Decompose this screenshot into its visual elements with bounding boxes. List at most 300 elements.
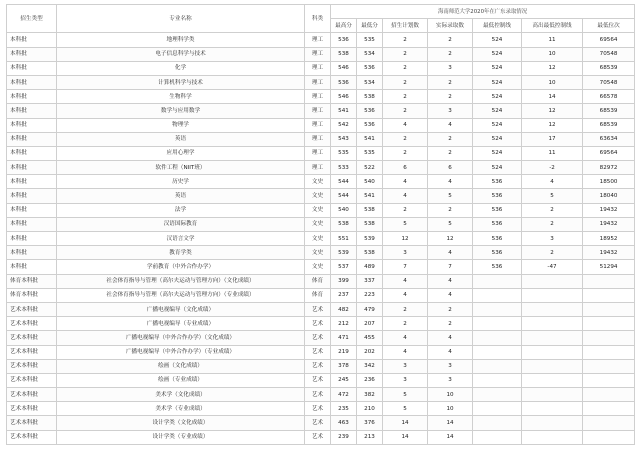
cell-major: 学前教育（中外合作办学） xyxy=(57,260,305,274)
cell-above-line xyxy=(522,388,583,402)
cell-major: 广播电视编导（中外合作办学）（文化成绩） xyxy=(57,331,305,345)
cell-max-score: 463 xyxy=(331,416,357,430)
cell-min-score: 541 xyxy=(357,189,383,203)
cell-min-rank xyxy=(583,345,635,359)
admission-table-container xyxy=(6,4,634,445)
cell-admitted: 2 xyxy=(428,302,473,316)
table-row xyxy=(7,288,635,302)
cell-above-line: 5 xyxy=(522,189,583,203)
cell-above-line: 12 xyxy=(522,118,583,132)
cell-subject: 艺术 xyxy=(305,302,331,316)
table-row xyxy=(7,118,635,132)
cell-control-line xyxy=(473,317,522,331)
cell-min-score: 538 xyxy=(357,90,383,104)
cell-min-score: 538 xyxy=(357,203,383,217)
cell-batch: 本科批 xyxy=(7,232,57,246)
cell-plan: 2 xyxy=(383,132,428,146)
cell-plan: 2 xyxy=(383,75,428,89)
cell-admitted: 3 xyxy=(428,61,473,75)
cell-max-score: 219 xyxy=(331,345,357,359)
cell-batch: 艺术本科批 xyxy=(7,416,57,430)
cell-max-score: 538 xyxy=(331,47,357,61)
cell-batch: 本科批 xyxy=(7,90,57,104)
cell-batch: 艺术本科批 xyxy=(7,388,57,402)
table-row xyxy=(7,430,635,444)
cell-max-score: 546 xyxy=(331,61,357,75)
cell-major: 社会体育指导与管理（高尔夫运动与管理方向）（专业成绩） xyxy=(57,288,305,302)
cell-admitted: 2 xyxy=(428,317,473,331)
table-row xyxy=(7,232,635,246)
cell-above-line xyxy=(522,274,583,288)
cell-major: 教育学类 xyxy=(57,246,305,260)
cell-batch: 体育本科批 xyxy=(7,288,57,302)
header-above-line: 高出最低控制线 xyxy=(522,19,583,33)
cell-control-line xyxy=(473,331,522,345)
cell-admitted: 14 xyxy=(428,430,473,444)
cell-max-score: 543 xyxy=(331,132,357,146)
cell-control-line xyxy=(473,274,522,288)
cell-subject: 理工 xyxy=(305,33,331,47)
cell-min-score: 207 xyxy=(357,317,383,331)
cell-control-line xyxy=(473,430,522,444)
cell-subject: 理工 xyxy=(305,104,331,118)
cell-control-line: 524 xyxy=(473,33,522,47)
cell-min-score: 541 xyxy=(357,132,383,146)
cell-max-score: 471 xyxy=(331,331,357,345)
cell-subject: 文史 xyxy=(305,246,331,260)
cell-min-rank: 19432 xyxy=(583,217,635,231)
cell-plan: 2 xyxy=(383,302,428,316)
header-group-title: 海南师范大学2020年在广东录取情况 xyxy=(331,5,635,19)
cell-min-score: 536 xyxy=(357,118,383,132)
cell-above-line: 10 xyxy=(522,47,583,61)
cell-min-rank: 69564 xyxy=(583,146,635,160)
cell-min-rank: 63634 xyxy=(583,132,635,146)
cell-batch: 本科批 xyxy=(7,246,57,260)
table-row xyxy=(7,402,635,416)
cell-min-rank xyxy=(583,359,635,373)
cell-subject: 艺术 xyxy=(305,373,331,387)
cell-max-score: 378 xyxy=(331,359,357,373)
cell-above-line: 12 xyxy=(522,61,583,75)
cell-above-line: 11 xyxy=(522,33,583,47)
table-row xyxy=(7,260,635,274)
cell-plan: 4 xyxy=(383,288,428,302)
cell-major: 美术学（专业成绩） xyxy=(57,402,305,416)
cell-min-score: 539 xyxy=(357,232,383,246)
cell-batch: 本科批 xyxy=(7,118,57,132)
cell-max-score: 544 xyxy=(331,189,357,203)
cell-min-score: 522 xyxy=(357,161,383,175)
cell-min-rank: 70548 xyxy=(583,47,635,61)
cell-subject: 艺术 xyxy=(305,317,331,331)
cell-max-score: 536 xyxy=(331,75,357,89)
table-row xyxy=(7,175,635,189)
cell-admitted: 10 xyxy=(428,402,473,416)
cell-max-score: 237 xyxy=(331,288,357,302)
cell-subject: 艺术 xyxy=(305,359,331,373)
cell-major: 设计学类（专业成绩） xyxy=(57,430,305,444)
table-row xyxy=(7,302,635,316)
cell-max-score: 544 xyxy=(331,175,357,189)
table-row xyxy=(7,75,635,89)
cell-above-line xyxy=(522,317,583,331)
cell-min-score: 489 xyxy=(357,260,383,274)
cell-plan: 4 xyxy=(383,274,428,288)
cell-plan: 2 xyxy=(383,47,428,61)
cell-above-line xyxy=(522,288,583,302)
cell-control-line xyxy=(473,288,522,302)
cell-min-score: 202 xyxy=(357,345,383,359)
cell-admitted: 14 xyxy=(428,416,473,430)
cell-subject: 文史 xyxy=(305,217,331,231)
cell-above-line xyxy=(522,373,583,387)
cell-above-line: 17 xyxy=(522,132,583,146)
cell-min-rank xyxy=(583,388,635,402)
cell-min-rank: 66578 xyxy=(583,90,635,104)
cell-control-line: 524 xyxy=(473,161,522,175)
cell-admitted: 4 xyxy=(428,175,473,189)
cell-admitted: 7 xyxy=(428,260,473,274)
header-control-line: 最低控制线 xyxy=(473,19,522,33)
cell-admitted: 2 xyxy=(428,90,473,104)
cell-admitted: 4 xyxy=(428,246,473,260)
cell-min-score: 536 xyxy=(357,61,383,75)
cell-plan: 4 xyxy=(383,189,428,203)
cell-above-line xyxy=(522,345,583,359)
cell-min-rank: 68539 xyxy=(583,118,635,132)
cell-min-score: 223 xyxy=(357,288,383,302)
cell-control-line: 536 xyxy=(473,175,522,189)
table-row xyxy=(7,161,635,175)
table-row xyxy=(7,61,635,75)
cell-admitted: 3 xyxy=(428,104,473,118)
cell-control-line: 524 xyxy=(473,146,522,160)
cell-batch: 艺术本科批 xyxy=(7,373,57,387)
cell-plan: 5 xyxy=(383,217,428,231)
table-row xyxy=(7,90,635,104)
cell-plan: 2 xyxy=(383,203,428,217)
table-row xyxy=(7,317,635,331)
table-row xyxy=(7,203,635,217)
cell-admitted: 5 xyxy=(428,217,473,231)
cell-subject: 理工 xyxy=(305,132,331,146)
header-major: 专业名称 xyxy=(57,5,305,33)
cell-control-line: 536 xyxy=(473,217,522,231)
cell-admitted: 2 xyxy=(428,75,473,89)
cell-subject: 艺术 xyxy=(305,402,331,416)
cell-control-line xyxy=(473,302,522,316)
cell-above-line xyxy=(522,430,583,444)
cell-min-rank xyxy=(583,430,635,444)
cell-max-score: 245 xyxy=(331,373,357,387)
cell-min-rank xyxy=(583,416,635,430)
cell-admitted: 2 xyxy=(428,47,473,61)
header-subject: 科类 xyxy=(305,5,331,33)
cell-major: 法学 xyxy=(57,203,305,217)
header-row-top xyxy=(7,5,635,19)
cell-min-rank xyxy=(583,288,635,302)
header-admitted: 实际录取数 xyxy=(428,19,473,33)
cell-major: 地理科学类 xyxy=(57,33,305,47)
cell-subject: 理工 xyxy=(305,47,331,61)
cell-plan: 14 xyxy=(383,416,428,430)
cell-control-line: 524 xyxy=(473,75,522,89)
cell-min-rank: 70548 xyxy=(583,75,635,89)
cell-batch: 本科批 xyxy=(7,104,57,118)
cell-max-score: 533 xyxy=(331,161,357,175)
header-min-score: 最低分 xyxy=(357,19,383,33)
cell-control-line xyxy=(473,359,522,373)
cell-major: 广播电视编导（文化成绩） xyxy=(57,302,305,316)
cell-max-score: 541 xyxy=(331,104,357,118)
cell-subject: 体育 xyxy=(305,274,331,288)
cell-min-rank: 68539 xyxy=(583,61,635,75)
header-min-rank: 最低位次 xyxy=(583,19,635,33)
cell-max-score: 235 xyxy=(331,402,357,416)
cell-min-rank: 18040 xyxy=(583,189,635,203)
cell-major: 美术学（文化成绩） xyxy=(57,388,305,402)
cell-major: 汉语言文学 xyxy=(57,232,305,246)
cell-subject: 艺术 xyxy=(305,345,331,359)
cell-admitted: 2 xyxy=(428,146,473,160)
cell-plan: 3 xyxy=(383,373,428,387)
cell-admitted: 2 xyxy=(428,132,473,146)
table-body xyxy=(7,33,635,444)
cell-max-score: 546 xyxy=(331,90,357,104)
cell-min-score: 535 xyxy=(357,146,383,160)
cell-batch: 体育本科批 xyxy=(7,274,57,288)
cell-plan: 4 xyxy=(383,331,428,345)
cell-batch: 艺术本科批 xyxy=(7,402,57,416)
cell-control-line: 524 xyxy=(473,90,522,104)
header-max-score: 最高分 xyxy=(331,19,357,33)
cell-min-rank: 68539 xyxy=(583,104,635,118)
table-row xyxy=(7,217,635,231)
cell-plan: 2 xyxy=(383,90,428,104)
cell-min-score: 479 xyxy=(357,302,383,316)
cell-plan: 3 xyxy=(383,359,428,373)
cell-min-rank: 19432 xyxy=(583,203,635,217)
cell-above-line: 4 xyxy=(522,175,583,189)
cell-control-line: 536 xyxy=(473,232,522,246)
cell-batch: 本科批 xyxy=(7,75,57,89)
cell-max-score: 536 xyxy=(331,33,357,47)
cell-plan: 2 xyxy=(383,61,428,75)
cell-batch: 本科批 xyxy=(7,203,57,217)
cell-batch: 本科批 xyxy=(7,146,57,160)
cell-subject: 艺术 xyxy=(305,388,331,402)
cell-admitted: 4 xyxy=(428,118,473,132)
cell-batch: 艺术本科批 xyxy=(7,359,57,373)
cell-major: 绘画（文化成绩） xyxy=(57,359,305,373)
cell-min-rank: 69564 xyxy=(583,33,635,47)
cell-min-score: 536 xyxy=(357,104,383,118)
cell-min-rank xyxy=(583,317,635,331)
cell-subject: 艺术 xyxy=(305,331,331,345)
table-row xyxy=(7,345,635,359)
table-row xyxy=(7,189,635,203)
table-row xyxy=(7,146,635,160)
cell-control-line xyxy=(473,388,522,402)
cell-batch: 本科批 xyxy=(7,175,57,189)
cell-subject: 理工 xyxy=(305,146,331,160)
cell-subject: 理工 xyxy=(305,161,331,175)
cell-max-score: 239 xyxy=(331,430,357,444)
cell-control-line: 524 xyxy=(473,132,522,146)
table-row xyxy=(7,47,635,61)
cell-min-rank: 82972 xyxy=(583,161,635,175)
cell-subject: 艺术 xyxy=(305,416,331,430)
cell-max-score: 399 xyxy=(331,274,357,288)
header-batch: 招生类型 xyxy=(7,5,57,33)
cell-subject: 文史 xyxy=(305,260,331,274)
cell-admitted: 12 xyxy=(428,232,473,246)
cell-plan: 2 xyxy=(383,33,428,47)
cell-batch: 本科批 xyxy=(7,189,57,203)
cell-major: 社会体育指导与管理（高尔夫运动与管理方向）（文化成绩） xyxy=(57,274,305,288)
cell-min-score: 236 xyxy=(357,373,383,387)
cell-batch: 艺术本科批 xyxy=(7,302,57,316)
cell-subject: 体育 xyxy=(305,288,331,302)
cell-min-rank: 18500 xyxy=(583,175,635,189)
cell-batch: 本科批 xyxy=(7,33,57,47)
cell-control-line: 536 xyxy=(473,260,522,274)
cell-above-line: 2 xyxy=(522,203,583,217)
cell-subject: 理工 xyxy=(305,75,331,89)
table-row xyxy=(7,331,635,345)
cell-batch: 本科批 xyxy=(7,61,57,75)
cell-subject: 文史 xyxy=(305,232,331,246)
cell-batch: 本科批 xyxy=(7,260,57,274)
cell-subject: 艺术 xyxy=(305,430,331,444)
cell-above-line: -47 xyxy=(522,260,583,274)
cell-plan: 5 xyxy=(383,402,428,416)
cell-max-score: 212 xyxy=(331,317,357,331)
table-row xyxy=(7,104,635,118)
cell-above-line: 12 xyxy=(522,104,583,118)
cell-major: 软件工程（NIIT班） xyxy=(57,161,305,175)
cell-admitted: 2 xyxy=(428,33,473,47)
cell-plan: 12 xyxy=(383,232,428,246)
cell-subject: 理工 xyxy=(305,118,331,132)
cell-max-score: 551 xyxy=(331,232,357,246)
cell-major: 广播电视编导（中外合作办学）（专业成绩） xyxy=(57,345,305,359)
header-plan: 招生计划数 xyxy=(383,19,428,33)
cell-max-score: 542 xyxy=(331,118,357,132)
cell-max-score: 539 xyxy=(331,246,357,260)
cell-batch: 本科批 xyxy=(7,161,57,175)
cell-max-score: 472 xyxy=(331,388,357,402)
cell-above-line xyxy=(522,302,583,316)
cell-major: 计算机科学与技术 xyxy=(57,75,305,89)
cell-batch: 艺术本科批 xyxy=(7,317,57,331)
cell-control-line: 524 xyxy=(473,61,522,75)
cell-subject: 文史 xyxy=(305,189,331,203)
cell-min-rank xyxy=(583,331,635,345)
table-row xyxy=(7,246,635,260)
cell-min-score: 337 xyxy=(357,274,383,288)
cell-admitted: 6 xyxy=(428,161,473,175)
cell-min-rank xyxy=(583,373,635,387)
cell-plan: 4 xyxy=(383,345,428,359)
cell-major: 应用心理学 xyxy=(57,146,305,160)
cell-control-line: 524 xyxy=(473,47,522,61)
cell-above-line xyxy=(522,402,583,416)
cell-major: 数学与应用数学 xyxy=(57,104,305,118)
cell-plan: 4 xyxy=(383,118,428,132)
cell-admitted: 5 xyxy=(428,189,473,203)
cell-major: 英语 xyxy=(57,132,305,146)
cell-batch: 本科批 xyxy=(7,217,57,231)
cell-above-line: 10 xyxy=(522,75,583,89)
cell-min-score: 540 xyxy=(357,175,383,189)
cell-control-line xyxy=(473,416,522,430)
cell-min-rank: 51294 xyxy=(583,260,635,274)
cell-subject: 文史 xyxy=(305,203,331,217)
table-row xyxy=(7,373,635,387)
cell-major: 化学 xyxy=(57,61,305,75)
cell-above-line xyxy=(522,359,583,373)
admission-table xyxy=(6,4,635,445)
cell-admitted: 3 xyxy=(428,373,473,387)
cell-min-score: 342 xyxy=(357,359,383,373)
table-row xyxy=(7,388,635,402)
cell-major: 广播电视编导（专业成绩） xyxy=(57,317,305,331)
cell-plan: 4 xyxy=(383,175,428,189)
cell-control-line xyxy=(473,345,522,359)
cell-batch: 本科批 xyxy=(7,47,57,61)
cell-plan: 5 xyxy=(383,388,428,402)
cell-above-line: 3 xyxy=(522,232,583,246)
cell-admitted: 4 xyxy=(428,274,473,288)
cell-min-rank xyxy=(583,302,635,316)
cell-major: 设计学类（文化成绩） xyxy=(57,416,305,430)
cell-subject: 理工 xyxy=(305,90,331,104)
cell-major: 电子信息科学与技术 xyxy=(57,47,305,61)
cell-batch: 本科批 xyxy=(7,132,57,146)
cell-admitted: 2 xyxy=(428,203,473,217)
cell-max-score: 537 xyxy=(331,260,357,274)
cell-admitted: 4 xyxy=(428,345,473,359)
cell-above-line: 14 xyxy=(522,90,583,104)
cell-min-score: 455 xyxy=(357,331,383,345)
cell-min-score: 210 xyxy=(357,402,383,416)
cell-batch: 艺术本科批 xyxy=(7,331,57,345)
cell-min-score: 382 xyxy=(357,388,383,402)
cell-plan: 3 xyxy=(383,246,428,260)
cell-batch: 艺术本科批 xyxy=(7,345,57,359)
cell-control-line: 536 xyxy=(473,246,522,260)
cell-min-score: 534 xyxy=(357,75,383,89)
cell-control-line: 536 xyxy=(473,189,522,203)
cell-control-line: 524 xyxy=(473,118,522,132)
cell-subject: 理工 xyxy=(305,61,331,75)
cell-control-line xyxy=(473,402,522,416)
cell-above-line: 11 xyxy=(522,146,583,160)
cell-min-rank: 19432 xyxy=(583,246,635,260)
cell-control-line: 536 xyxy=(473,203,522,217)
cell-above-line xyxy=(522,331,583,345)
cell-min-score: 538 xyxy=(357,246,383,260)
cell-min-rank xyxy=(583,274,635,288)
cell-max-score: 535 xyxy=(331,146,357,160)
cell-min-score: 534 xyxy=(357,47,383,61)
cell-min-score: 538 xyxy=(357,217,383,231)
cell-min-score: 213 xyxy=(357,430,383,444)
cell-above-line xyxy=(522,416,583,430)
cell-subject: 文史 xyxy=(305,175,331,189)
